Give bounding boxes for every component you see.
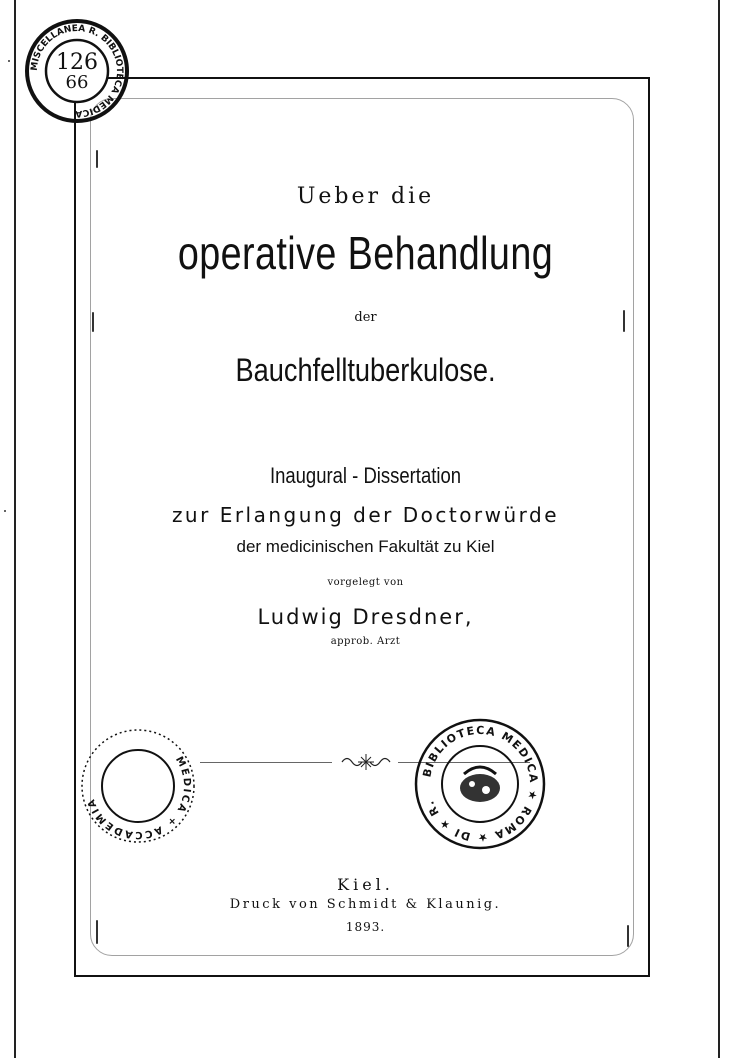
scan-speck (96, 920, 98, 944)
scan-speck (627, 925, 629, 947)
subject-title: Bauchfelltuberkulose. (235, 352, 496, 388)
stamp-top-ring-text: MISCELLANEA R. BIBLIOTECA MEDICA (29, 23, 125, 119)
stamp-left-ring-text: MEDICA + ACCADEMIA (85, 754, 193, 841)
divider-ornament-icon (340, 753, 392, 771)
publication-year: 1893. (345, 920, 386, 934)
scan-speck (4, 510, 6, 512)
dissertation-heading: Inaugural - Dissertation (269, 463, 462, 488)
stamp-top-number-sub: 66 (65, 72, 89, 93)
scan-speck (92, 312, 94, 332)
publisher-city: Kiel. (337, 875, 394, 894)
scan-speck (8, 60, 10, 62)
publisher-printer: Druck von Schmidt & Klaunig. (229, 897, 502, 912)
main-title: operative Behandlung (177, 227, 554, 279)
stamp-emblem-icon (460, 767, 500, 802)
stamp-right-ring-text: BIBLIOTECA MEDICA ★ ROMA ★ DI ★ R. (420, 723, 541, 845)
dissertation-faculty: der medicinischen Fakultät zu Kiel (236, 537, 495, 556)
author-title: approb. Arzt (330, 636, 401, 647)
library-stamp-right (412, 716, 548, 852)
dissertation-purpose: zur Erlangung der Doctorwürde (171, 503, 560, 527)
library-stamp-left (74, 722, 202, 850)
stamp-top-number: 126 (56, 50, 98, 75)
author-name: Ludwig Dresdner, (257, 605, 474, 629)
title-line-3: der (354, 310, 377, 325)
library-stamp-top (22, 16, 132, 126)
scan-speck (96, 150, 98, 168)
scan-speck (623, 310, 625, 332)
presented-by: vorgelegt von (327, 577, 404, 588)
title-line-1: Ueber die (296, 184, 435, 209)
